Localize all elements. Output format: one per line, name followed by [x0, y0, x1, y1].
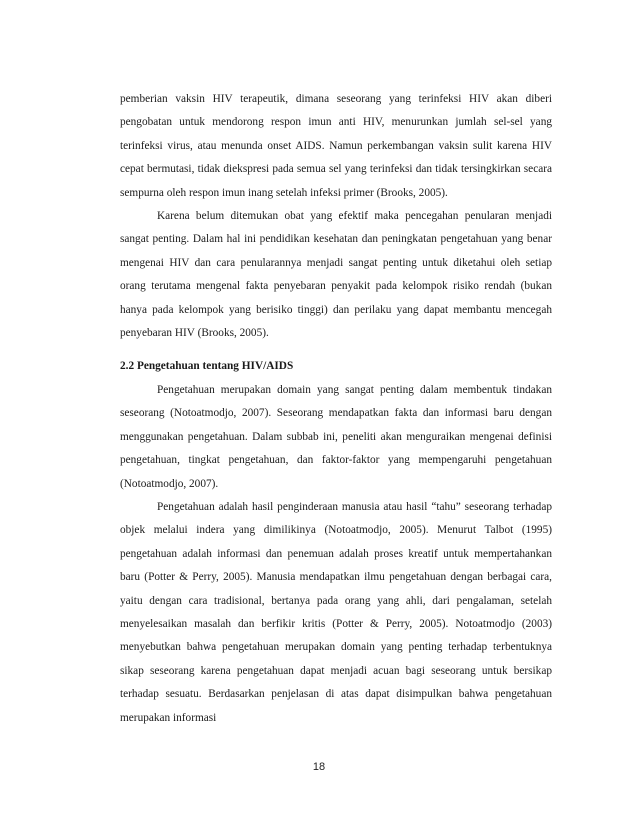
paragraph-vaksin-continuation: pemberian vaksin HIV terapeutik, dimana seseorang yang terinfeksi HIV akan diberi pengobatan untuk mendorong respon imun anti HIV, menurunkan jumlah sel-sel yang terinfeksi virus, atau menunda onset AIDS. Namun perkembangan vaksin sulit karena HIV cepat bermutasi, tidak diekspresi pada semua sel yang terinfeksi dan tidak tersingkirkan secara sempurna oleh respon imun inang setelah infeksi primer (Brooks, 2005). — [120, 93, 552, 199]
page-content — [120, 88, 552, 730]
page-number: 18 — [312, 761, 326, 773]
section-heading: 2.2 Pengetahuan tentang HIV/AIDS — [120, 360, 294, 373]
paragraph-pengetahuan-domain: Pengetahuan merupakan domain yang sangat penting dalam membentuk tindakan seseorang (Notoatmodjo, 2007). Seseorang mendapatkan fakta dan informasi baru dengan menggunakan pengetahuan. Dalam subbab ini, peneliti akan menguraikan mengenai definisi pengetahuan, tingkat pengetahuan, dan faktor-faktor yang mempengaruhi pengetahuan (Notoatmodjo, 2007). — [120, 383, 552, 490]
paragraph-pencegahan: Karena belum ditemukan obat yang efektif maka pencegahan penularan menjadi sangat penting. Dalam hal ini pendidikan kesehatan dan peningkatan pengetahuan yang benar mengenai HIV dan cara penularannya menjadi sangat penting untuk diketahui oleh setiap orang terutama mengenal fakta penyebaran penyakit pada kelompok risiko rendah (bukan hanya pada kelompok yang berisiko tinggi) dan perilaku yang dapat membantu mencegah penyebaran HIV (Brooks, 2005). — [120, 210, 552, 340]
paragraph-pengetahuan-definisi: Pengetahuan adalah hasil penginderaan manusia atau hasil “tahu” seseorang terhadap objek melalui indera yang dimilikinya (Notoatmodjo, 2005). Menurut Talbot (1995) pengetahuan adalah informasi dan penemuan adalah proses kreatif untuk mempertahankan baru (Potter & Perry, 2005). Manusia mendapatkan ilmu pengetahuan dengan berbagai cara, yaitu dengan cara tradisional, bertanya pada orang yang ahli, dari pengalaman, setelah menyelesaikan masalah dan berfikir kritis (Potter & Perry, 2005). Notoatmodjo (2003) menyebutkan bahwa pengetahuan merupakan domain yang penting terhadap terbentuknya sikap seseorang karena pengetahuan dapat menjadi acuan bagi seseorang untuk bersikap terhadap sesuatu. Berdasarkan penjelasan di atas dapat disimpulkan bahwa pengetahuan merupakan informasi — [120, 500, 552, 724]
